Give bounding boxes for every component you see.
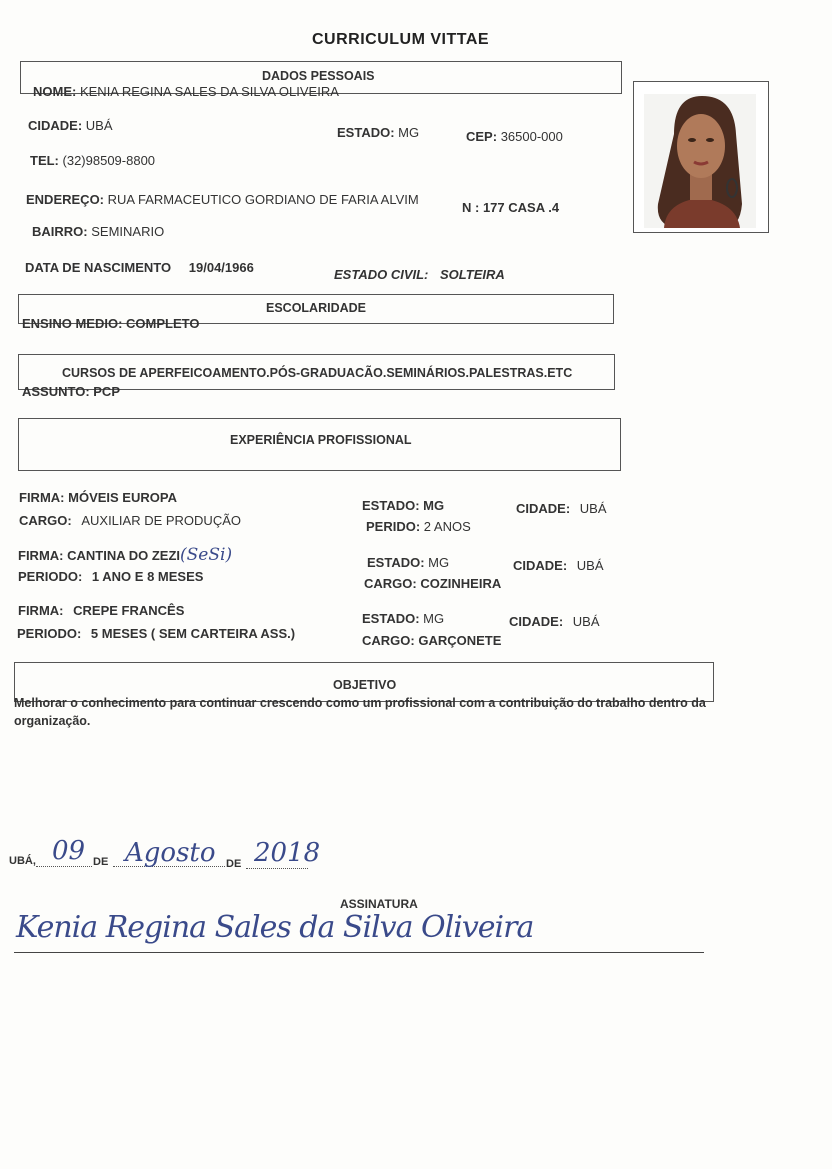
section-title-escolaridade: ESCOLARIDADE [266, 301, 367, 315]
person-portrait-icon [644, 94, 756, 228]
exp2-cargo-label: CARGO: [364, 576, 417, 591]
exp3-estado-label: ESTADO: [362, 611, 420, 626]
date-de-2: DE [226, 858, 242, 870]
nascimento-row [25, 260, 254, 275]
page-title: CURRICULUM VITTAE [312, 31, 490, 48]
date-year-line [246, 868, 308, 869]
exp2-firma-label: FIRMA: [18, 548, 64, 563]
cep-row [466, 129, 563, 144]
tel-label: TEL: [30, 153, 59, 168]
cidade-row [28, 118, 113, 133]
signature-line [14, 952, 704, 953]
exp1-cidade [516, 501, 607, 516]
exp1-periodo [366, 519, 471, 534]
profile-photo-frame [633, 81, 769, 233]
exp1-cidade-label: CIDADE: [516, 501, 571, 516]
exp1-firma-label: FIRMA: [19, 490, 65, 505]
cidade-label: CIDADE: [28, 118, 83, 133]
exp2-firma-handwritten: (SeSi) [180, 545, 233, 565]
signature-handwritten: Kenia Regina Sales da Silva Oliveira [16, 910, 534, 945]
objetivo-text: Melhorar o conhecimento para continuar crescendo como um profissional com a contribuição do trabalho dentro da organização. [14, 696, 706, 728]
estado-value: MG [398, 125, 420, 140]
exp1-periodo-value: 2 ANOS [423, 519, 471, 534]
section-title-experiencia: EXPERIÊNCIA PROFISSIONAL [230, 433, 412, 447]
tel-row [30, 153, 155, 168]
endereco-value: RUA FARMACEUTICO GORDIANO DE FARIA ALVIM [107, 192, 419, 207]
exp2-cidade [513, 558, 604, 573]
exp3-periodo-value: 5 MESES ( SEM CARTEIRA ASS.) [90, 626, 296, 641]
exp2-estado-value: MG [428, 555, 450, 570]
nome-value: KENIA REGINA SALES DA SILVA OLIVEIRA [79, 84, 339, 99]
nascimento-value: 19/04/1966 [188, 260, 254, 275]
estado-civil-row [334, 267, 505, 282]
estado-row [337, 125, 419, 140]
exp2-periodo-value: 1 ANO E 8 MESES [91, 569, 204, 584]
estado-label: ESTADO: [337, 125, 395, 140]
exp1-cargo-value: AUXILIAR DE PRODUÇÃO [81, 513, 241, 528]
exp2-estado-label: ESTADO: [367, 555, 425, 570]
exp1-cargo-label: CARGO: [19, 513, 72, 528]
nome-label: NOME: [33, 84, 77, 99]
bairro-row [32, 224, 164, 239]
nascimento-label: DATA DE NASCIMENTO [25, 260, 172, 275]
assunto: ASSUNTO: PCP [22, 384, 120, 399]
estado-civil-value: SOLTEIRA [440, 267, 505, 282]
nome-row [33, 84, 339, 99]
exp3-cargo-value: GARÇONETE [418, 633, 502, 648]
exp1-periodo-label: PERIDO: [366, 519, 421, 534]
endereco-label: ENDEREÇO: [26, 192, 105, 207]
date-month-handwritten: Agosto [125, 838, 216, 868]
exp3-firma-label: FIRMA: [18, 603, 64, 618]
exp3-estado-value: MG [423, 611, 445, 626]
exp3-periodo-label: PERIODO: [17, 626, 82, 641]
exp1-cargo [19, 513, 241, 528]
exp1-estado [362, 498, 444, 513]
exp2-periodo-label: PERIODO: [18, 569, 83, 584]
cep-label: CEP: [466, 129, 498, 144]
exp2-periodo [18, 569, 203, 584]
exp1-firma [19, 490, 177, 505]
exp2-cargo-value: COZINHEIRA [420, 576, 502, 591]
exp2-estado [367, 555, 449, 570]
assinatura-label: ASSINATURA [340, 897, 418, 911]
date-day-line [36, 866, 92, 867]
exp3-firma [18, 603, 184, 618]
exp2-firma [18, 545, 232, 565]
cidade-value: UBÁ [85, 118, 113, 133]
exp3-periodo [17, 626, 295, 641]
endereco-row [26, 192, 419, 207]
exp2-cidade-value: UBÁ [576, 558, 604, 573]
bairro-value: SEMINARIO [91, 224, 165, 239]
cep-value: 36500-000 [500, 129, 563, 144]
exp1-cidade-value: UBÁ [579, 501, 607, 516]
exp2-firma-value: CANTINA DO ZEZI [67, 548, 181, 563]
exp3-cargo [362, 633, 501, 648]
exp1-firma-value: MÓVEIS EUROPA [68, 490, 177, 505]
profile-photo [644, 94, 756, 228]
date-year-handwritten: 2018 [254, 838, 321, 868]
tel-value: (32)98509-8800 [62, 153, 156, 168]
section-title-objetivo: OBJETIVO [333, 678, 397, 692]
section-title-cursos: CURSOS DE APERFEICOAMENTO.PÓS-GRADUACÃO.SEMINÁRIOS.PALESTRAS.ETC [62, 366, 573, 380]
exp1-estado-label: ESTADO: [362, 498, 420, 513]
date-day-handwritten: 09 [52, 836, 86, 866]
section-title-dados-pessoais: DADOS PESSOAIS [262, 69, 375, 83]
exp3-cidade-value: UBÁ [572, 614, 600, 629]
exp3-cidade-label: CIDADE: [509, 614, 564, 629]
numero-value: N : 177 CASA .4 [462, 200, 560, 215]
bairro-label: BAIRRO: [32, 224, 88, 239]
exp3-firma-value: CREPE FRANCÊS [73, 603, 185, 618]
estado-civil-label: ESTADO CIVIL: [334, 267, 429, 282]
ensino-medio: ENSINO MEDIO: COMPLETO [22, 316, 200, 331]
date-de-1: DE [93, 856, 109, 868]
exp2-cidade-label: CIDADE: [513, 558, 568, 573]
exp3-estado [362, 611, 444, 626]
exp3-cargo-label: CARGO: [362, 633, 415, 648]
exp3-cidade [509, 614, 600, 629]
exp2-cargo [364, 576, 501, 591]
date-local: UBÁ, [9, 855, 36, 867]
exp1-estado-value: MG [423, 498, 445, 513]
